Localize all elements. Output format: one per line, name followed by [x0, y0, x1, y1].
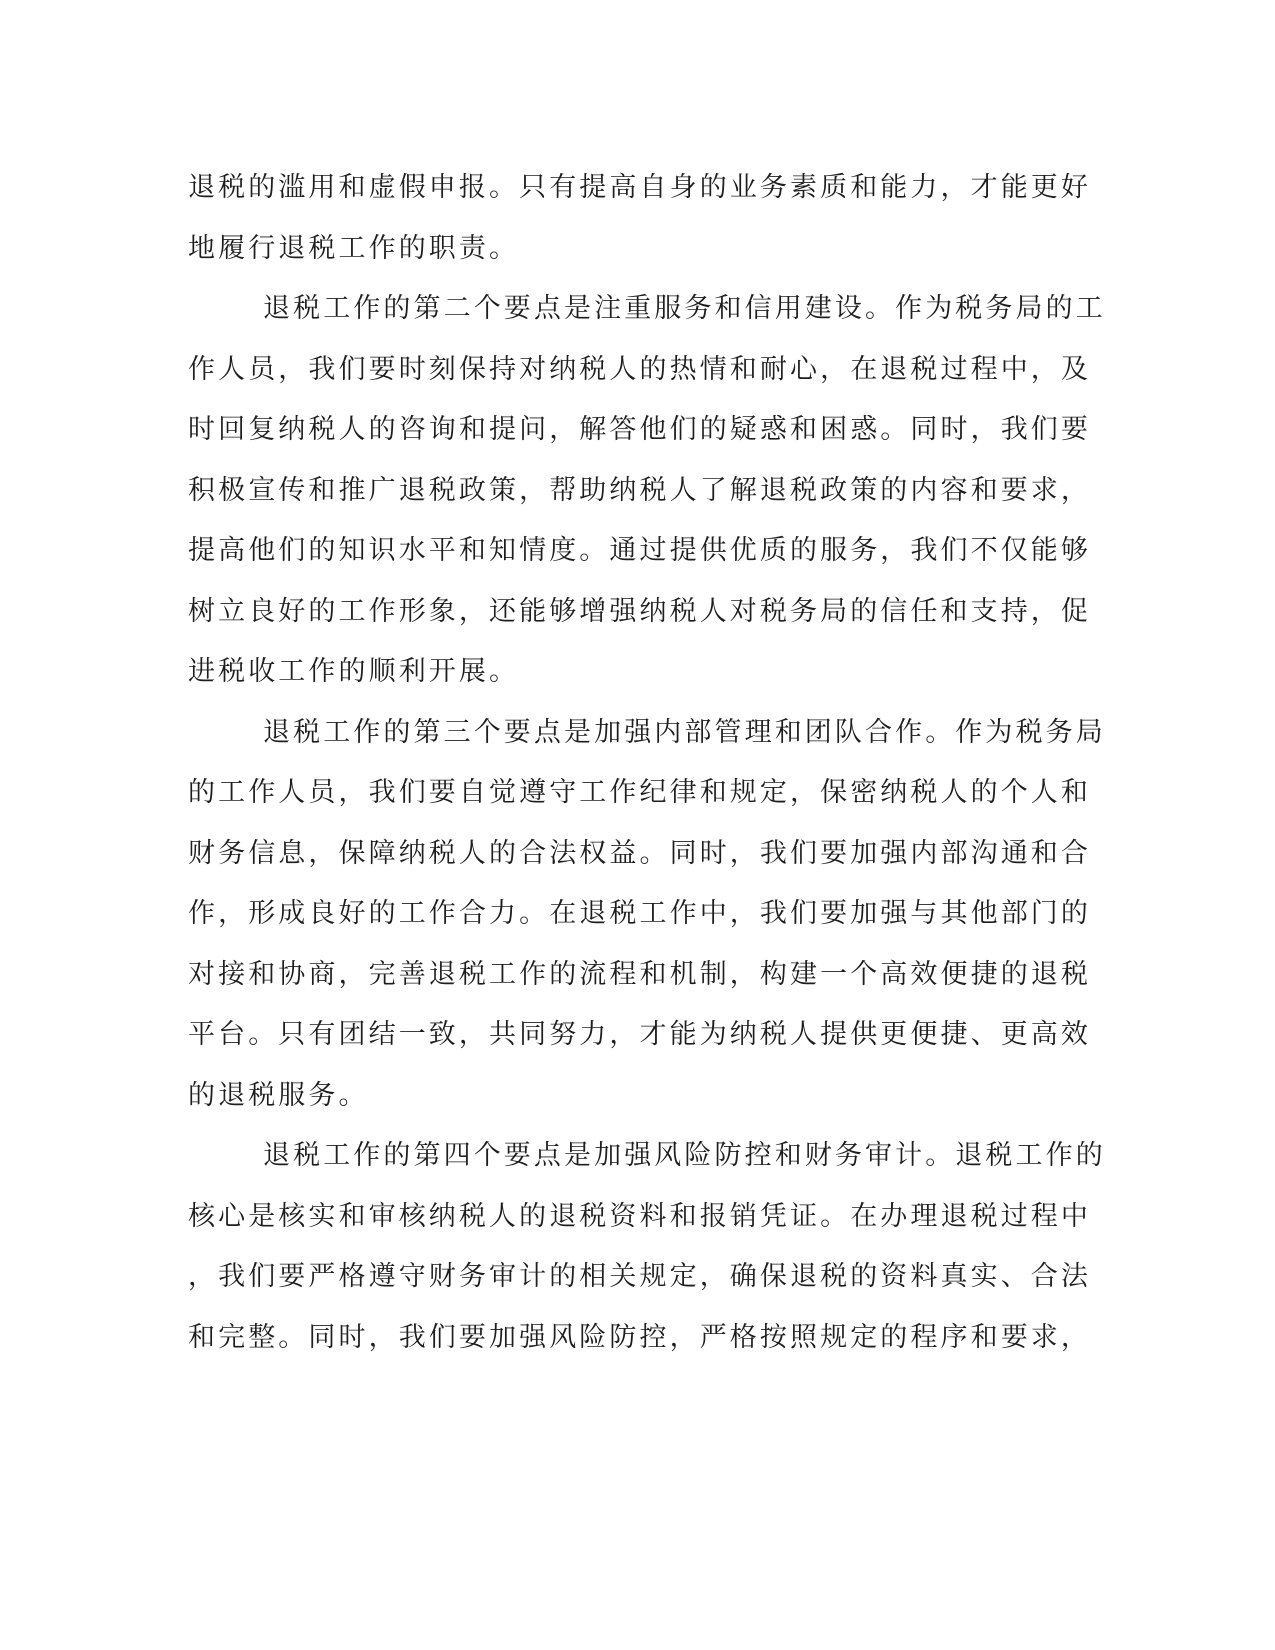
text-line: 平台。只有团结一致，共同努力，才能为纳税人提供更便捷、更高效: [188, 1019, 1091, 1050]
text-line: 和完整。同时，我们要加强风险防控，严格按照规定的程序和要求，: [188, 1321, 1091, 1353]
paragraph-start-line: 退税工作的第四个要点是加强风险防控和财务审计。退税工作的: [263, 1140, 1106, 1171]
text-line: 时回复纳税人的咨询和提问，解答他们的疑惑和困惑。同时，我们要: [188, 414, 1091, 445]
text-line: ，我们要严格遵守财务审计的相关规定，确保退税的资料真实、合法: [188, 1261, 1091, 1292]
text-line: 提高他们的知识水平和知情度。通过提供优质的服务，我们不仅能够: [188, 535, 1091, 566]
text-line: 地履行退税工作的职责。: [188, 232, 520, 264]
text-line: 退税的滥用和虚假申报。只有提高自身的业务素质和能力，才能更好: [188, 172, 1091, 203]
paragraph-start-line: 退税工作的第三个要点是加强内部管理和团队合作。作为税务局: [263, 716, 1106, 748]
text-line: 作人员，我们要时刻保持对纳税人的热情和耐心，在退税过程中，及: [188, 353, 1091, 385]
text-line: 树立良好的工作形象，还能够增强纳税人对税务局的信任和支持，促: [188, 595, 1091, 627]
document-body: [188, 158, 1106, 1368]
paragraph-start-line: 退税工作的第二个要点是注重服务和信用建设。作为税务局的工: [263, 293, 1106, 324]
text-line: 作，形成良好的工作合力。在退税工作中，我们要加强与其他部门的: [188, 898, 1091, 929]
text-line: 进税收工作的顺利开展。: [188, 656, 520, 687]
text-line: 财务信息，保障纳税人的合法权益。同时，我们要加强内部沟通和合: [188, 837, 1091, 869]
text-line: 对接和协商，完善退税工作的流程和机制，构建一个高效便捷的退税: [188, 958, 1091, 990]
text-line: 的退税服务。: [188, 1079, 369, 1111]
text-line: 核心是核实和审核纳税人的退税资料和报销凭证。在办理退税过程中: [188, 1200, 1091, 1232]
text-line: 积极宣传和推广退税政策，帮助纳税人了解退税政策的内容和要求，: [188, 474, 1091, 506]
text-line: 的工作人员，我们要自觉遵守工作纪律和规定，保密纳税人的个人和: [188, 777, 1091, 808]
